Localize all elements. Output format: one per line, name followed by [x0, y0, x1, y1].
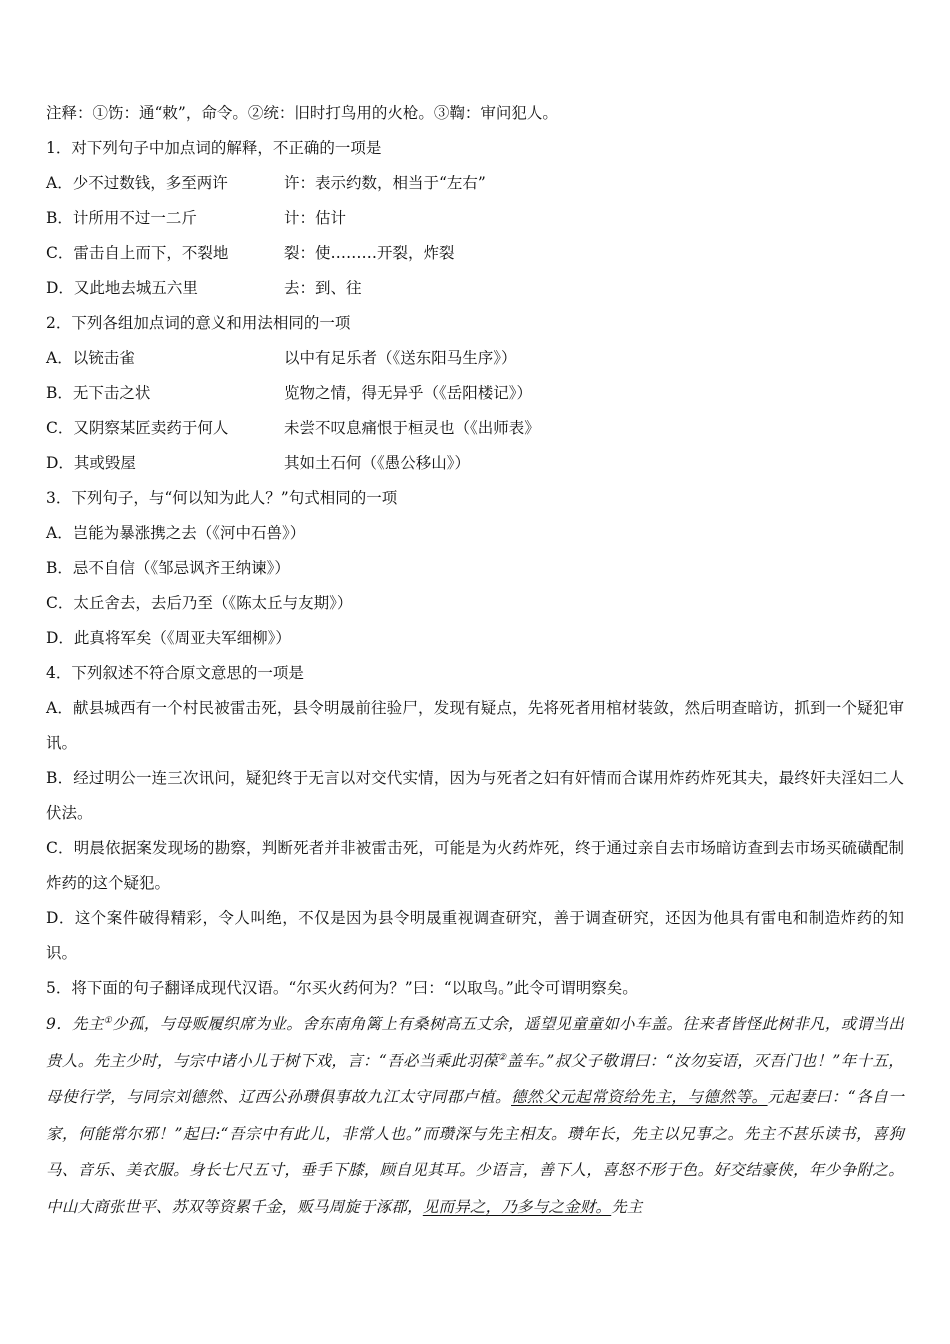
- underlined-sentence-2: 见而异之，乃多与之金财。: [422, 1197, 612, 1216]
- question-1-stem: 1．对下列句子中加点词的解释，不正确的一项是: [46, 139, 382, 157]
- question-3-option-c: C．太丘舍去，去后乃至（《陈太丘与友期》）: [46, 594, 353, 612]
- annotation-note: 注释：①饬：通“敕”，命令。②统：旧时打鸟用的火枪。③鞫：审问犯人。: [46, 104, 558, 122]
- question-3-option-d: D．此真将军矣（《周亚夫军细柳》）: [46, 629, 291, 647]
- question-1-option-a: A．少不过数钱，多至两许 许：表示约数，相当于“左右”: [46, 174, 486, 192]
- question-1-option-d: D．又此地去城五六里 去：到、往: [46, 279, 362, 297]
- question-4-option-a: A．献县城西有一个村民被雷击死，县令明晟前往验尸，发现有疑点，先将死者用棺材装敛，然后明查暗访，抓到一个疑犯审讯。: [46, 699, 904, 752]
- question-2-option-c: C．又阴察某匠卖药于何人 未尝不叹息痛恨于桓灵也（《出师表》: [46, 419, 540, 437]
- question-9-passage: 9．先主①少孤，与母贩履织席为业。舍东南角篱上有桑树高五丈余，遥望见童童如小车盖。往来者皆怪此树非凡，或谓当出贵人。先主少时，与宗中诸小儿于树下戏，言：“吾必当乘此羽葆②盖车。”叔父子敬谓曰：“汝勿妄语，灭吾门也！”年十五，母使行学，与同宗刘德然、辽西公孙瓒俱事故九江太守同郡卢植。德然父元起常资给先主，与德然等。元起妻曰：“各自一家，何能常尔邪！”起曰:“吾宗中有此儿，非常人也。”而瓒深与先主相友。瓒年长，先主以兄事之。先主不甚乐读书，喜狗马、音乐、美衣服。身长七尺五寸，垂手下膝，顾自见其耳。少语言，善下人，喜怒不形于色。好交结豪侠，年少争附之。中山大商张世平、苏双等资累千金，贩马周旋于涿郡，见而异之，乃多与之金财。先主: [46, 1015, 904, 1216]
- question-2-option-b: B．无下击之状 览物之情，得无异乎（《岳阳楼记》）: [46, 384, 533, 402]
- document-page: [46, 96, 904, 1225]
- question-3-option-a: A．岂能为暴涨携之去（《河中石兽》）: [46, 524, 306, 542]
- question-4-option-b: B．经过明公一连三次讯问，疑犯终于无言以对交代实情，因为与死者之妇有奸情而合谋用炸药炸死其夫，最终奸夫淫妇二人伏法。: [46, 769, 904, 822]
- question-3-option-b: B．忌不自信（《邹忌讽齐王纳谏》）: [46, 559, 290, 577]
- question-4-option-d: D．这个案件破得精彩，令人叫绝，不仅是因为县令明晟重视调查研究，善于调查研究，还因为他具有雷电和制造炸药的知识。: [46, 909, 904, 962]
- underlined-sentence-1: 德然父元起常资给先主，与德然等。: [511, 1088, 768, 1106]
- question-1-option-b: B．计所用不过一二斤 计：估计: [46, 209, 347, 227]
- question-3-stem: 3．下列句子，与“何以知为此人？”句式相同的一项: [46, 489, 398, 507]
- question-1-option-c: C．雷击自上而下，不裂地 裂：使………开裂，炸裂: [46, 244, 455, 262]
- question-2-option-a: A．以铳击雀 以中有足乐者（《送东阳马生序》）: [46, 349, 517, 367]
- question-4-option-c: C．明晨依据案发现场的勘察，判断死者并非被雷击死，可能是为火药炸死，终于通过亲自去市场暗访查到去市场买硫磺配制炸药的这个疑犯。: [46, 839, 904, 892]
- question-5-stem: 5．将下面的句子翻译成现代汉语。“尔买火药何为？”曰：“以取鸟。”此令可谓明察矣。: [46, 979, 638, 997]
- question-2-option-d: D．其或毁屋 其如土石何（《愚公移山》）: [46, 454, 471, 472]
- question-4-stem: 4．下列叙述不符合原文意思的一项是: [46, 664, 304, 682]
- question-2-stem: 2．下列各组加点词的意义和用法相同的一项: [46, 314, 351, 332]
